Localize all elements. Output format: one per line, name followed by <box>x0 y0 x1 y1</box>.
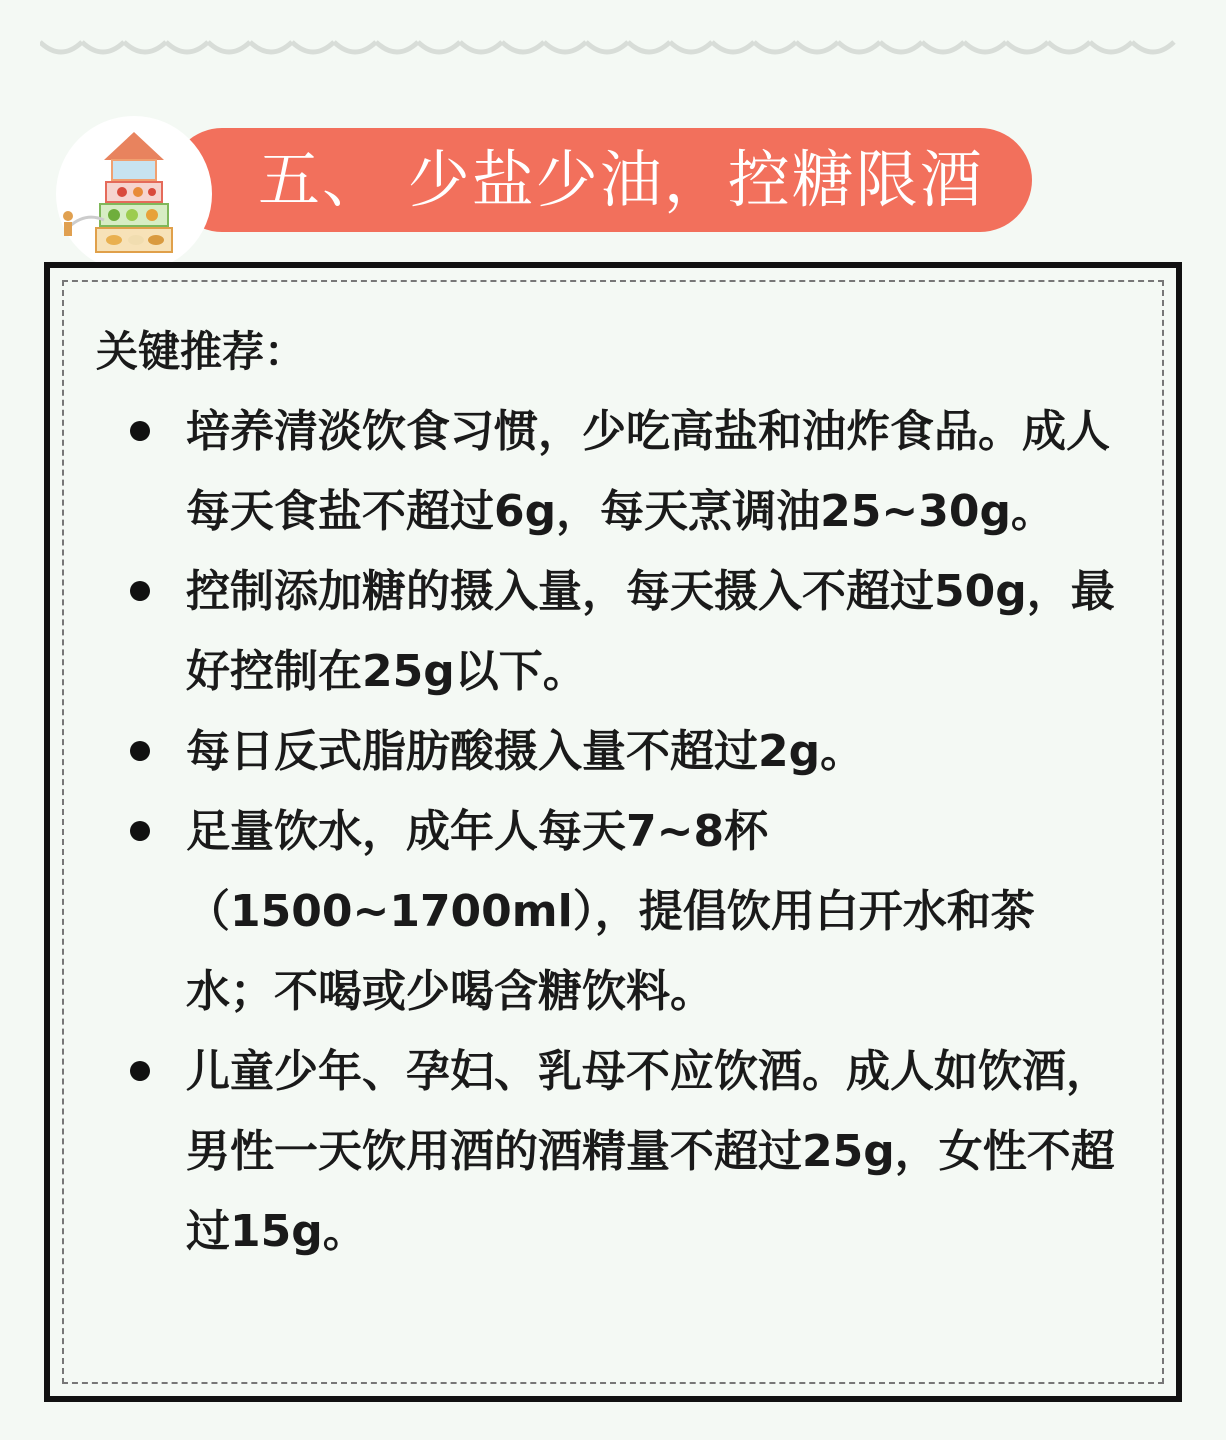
key-recommendations-label: 关键推荐： <box>96 327 307 376</box>
bullet-icon <box>130 421 150 441</box>
list-item-text: 足量饮水，成年人每天7~8杯（1500~1700ml），提倡饮用白开水和茶水；不喝或少喝含糖饮料。 <box>186 806 1035 1017</box>
list-item <box>128 552 1118 712</box>
list-item-text: 儿童少年、孕妇、乳母不应饮酒。成人如饮酒，男性一天饮用酒的酒精量不超过25g，女性不超过15g。 <box>186 1046 1115 1257</box>
scallop-border <box>40 28 1186 68</box>
list-item <box>128 1032 1118 1272</box>
scallop-path <box>40 42 1174 52</box>
list-item-text: 培养清淡饮食习惯，少吃高盐和油炸食品。成人每天食盐不超过6g，每天烹调油25~30g。 <box>186 406 1110 537</box>
bullet-icon <box>130 741 150 761</box>
food-pyramid-icon <box>56 116 212 272</box>
list-item <box>128 392 1118 552</box>
list-item <box>128 792 1118 1032</box>
bullet-icon <box>130 1061 150 1081</box>
list-item-text: 每日反式脂肪酸摄入量不超过2g。 <box>186 726 865 777</box>
bullet-icon <box>130 821 150 841</box>
section-title: 五、 少盐少油，控糖限酒 <box>258 143 984 216</box>
list-item-text: 控制添加糖的摄入量，每天摄入不超过50g，最好控制在25g以下。 <box>186 566 1115 697</box>
bullet-icon <box>130 581 150 601</box>
recommendation-list <box>128 392 1118 1272</box>
list-item <box>128 712 1118 792</box>
